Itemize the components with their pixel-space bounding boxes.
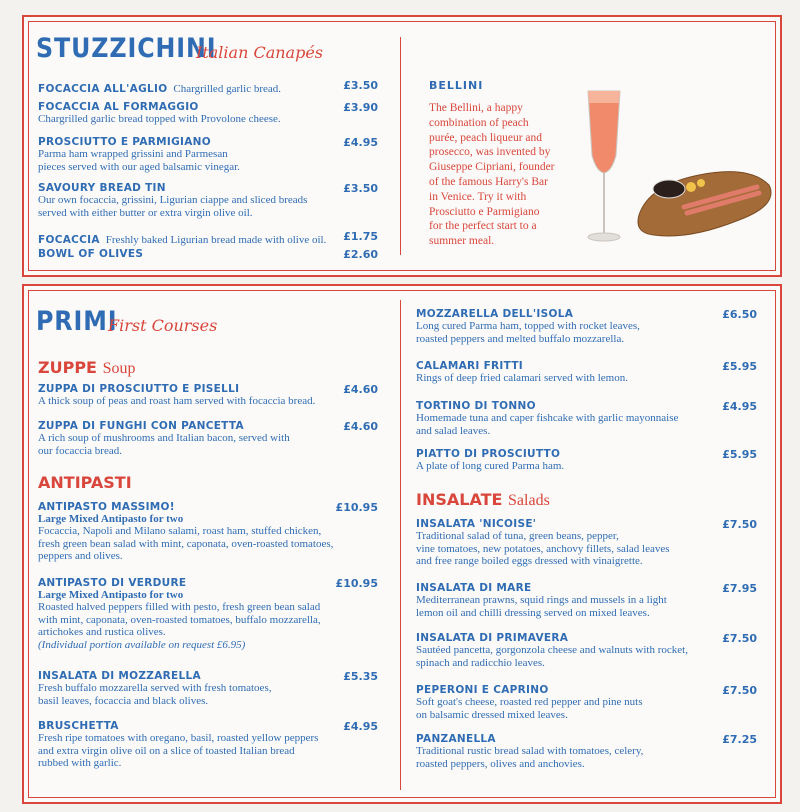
insalate-heading xyxy=(416,490,550,510)
stuzzichini-panel xyxy=(22,15,782,277)
item-description: A rich soup of mushrooms and Italian bacon, served with our focaccia bread. xyxy=(38,432,290,457)
item-name: CALAMARI FRITTI xyxy=(416,360,524,372)
item-name: BRUSCHETTA xyxy=(38,720,119,732)
item-name: INSALATA 'NICOISE' xyxy=(416,518,537,530)
item-name: PROSCIUTTO E PARMIGIANO xyxy=(38,136,211,148)
item-price: £7.50 xyxy=(722,518,757,531)
menu-item xyxy=(416,448,564,473)
item-price: £3.50 xyxy=(343,79,378,92)
item-price: £4.95 xyxy=(343,720,378,733)
menu-item xyxy=(416,360,628,385)
item-name: FOCACCIA ALL'AGLIO xyxy=(38,83,168,95)
item-price: £6.50 xyxy=(722,308,757,321)
item-price: £4.60 xyxy=(343,420,378,433)
item-price: £10.95 xyxy=(335,501,378,514)
menu-item xyxy=(416,632,688,669)
insalate-title: INSALATE xyxy=(416,490,503,509)
item-description: Roasted halved peppers filled with pesto, fresh green bean salad with mint, caponata, oven-roasted tomatoes, buffalo mozzarella, artichokes and rustica olives. xyxy=(38,601,321,638)
item-description: A plate of long cured Parma ham. xyxy=(416,460,565,472)
item-price: £4.95 xyxy=(722,400,757,413)
menu-item xyxy=(38,101,281,126)
item-name: INSALATA DI MOZZARELLA xyxy=(38,670,201,682)
item-name: TORTINO DI TONNO xyxy=(416,400,536,412)
menu-item xyxy=(38,577,321,651)
item-description: Long cured Parma ham, topped with rocket leaves, roasted peppers and melted buffalo mozzarella. xyxy=(416,320,640,345)
item-name: SAVOURY BREAD TIN xyxy=(38,182,166,194)
item-price: £2.60 xyxy=(343,248,378,261)
item-name: BOWL OF OLIVES xyxy=(38,248,144,260)
zuppe-heading xyxy=(38,358,135,378)
item-price: £7.25 xyxy=(722,733,757,746)
stuzzichini-heading: STUZZICHINI xyxy=(36,33,217,64)
item-description: Sautéed pancetta, gorgonzola cheese and walnuts with rocket, spinach and radicchio leaves. xyxy=(416,644,688,669)
item-description: Freshly baked Ligurian bread made with olive oil. xyxy=(105,234,327,246)
menu-item xyxy=(38,79,281,97)
menu-item xyxy=(38,670,271,707)
zuppe-subtitle: Soup xyxy=(102,360,136,377)
zuppe-title: ZUPPE xyxy=(38,358,97,377)
menu-item xyxy=(38,501,333,563)
column-divider xyxy=(400,37,401,255)
item-price: £5.35 xyxy=(343,670,378,683)
menu-item xyxy=(416,684,643,721)
item-name: ANTIPASTO MASSIMO! xyxy=(38,501,175,513)
menu-item xyxy=(416,518,670,568)
item-price: £10.95 xyxy=(335,577,378,590)
menu-item xyxy=(38,182,307,219)
item-description: Traditional rustic bread salad with tomatoes, celery, roasted peppers, olives and anchovies. xyxy=(416,745,644,770)
menu-item xyxy=(38,248,143,260)
menu-item xyxy=(416,582,667,619)
item-name: PEPERONI E CAPRINO xyxy=(416,684,549,696)
menu-item xyxy=(38,383,315,408)
item-name: INSALATA DI PRIMAVERA xyxy=(416,632,569,644)
menu-item xyxy=(416,733,643,770)
item-price: £7.50 xyxy=(722,684,757,697)
primi-panel xyxy=(22,284,782,804)
item-name: ANTIPASTO DI VERDURE xyxy=(38,577,187,589)
item-description: Soft goat's cheese, roasted red pepper and pine nuts on balsamic dressed mixed leaves. xyxy=(416,696,643,721)
item-portion: Large Mixed Antipasto for two xyxy=(38,513,184,525)
primi-subheading: First Courses xyxy=(108,316,218,335)
item-description: Our own focaccia, grissini, Ligurian ciappe and sliced breads served with either butter or extra virgin olive oil. xyxy=(38,194,308,219)
item-description: Parma ham wrapped grissini and Parmesan pieces served with our aged balsamic vinegar. xyxy=(38,148,240,173)
menu-item xyxy=(416,308,640,345)
item-price: £5.95 xyxy=(722,448,757,461)
item-description: Fresh buffalo mozzarella served with fresh tomatoes, basil leaves, focaccia and black olives. xyxy=(38,682,272,707)
prosciutto-board-illustration xyxy=(629,155,779,245)
column-divider xyxy=(400,300,401,790)
item-price: £7.50 xyxy=(722,632,757,645)
item-price: £3.90 xyxy=(343,101,378,114)
item-price: £1.75 xyxy=(343,230,378,243)
item-name: MOZZARELLA DELL'ISOLA xyxy=(416,308,574,320)
item-price: £4.60 xyxy=(343,383,378,396)
item-name: FOCACCIA xyxy=(38,234,100,246)
item-description: Chargrilled garlic bread topped with Provolone cheese. xyxy=(38,113,281,125)
item-description: Rings of deep fried calamari served with lemon. xyxy=(416,372,628,384)
item-name: PANZANELLA xyxy=(416,733,496,745)
stuzzichini-subheading: Italian Canapés xyxy=(196,43,323,62)
menu-item xyxy=(38,230,326,248)
item-price: £7.95 xyxy=(722,582,757,595)
item-description: Traditional salad of tuna, green beans, pepper, vine tomatoes, new potatoes, anchovy fillets, salad leaves and free range boiled eggs dressed with vinaigrette. xyxy=(416,530,670,567)
item-description: Fresh ripe tomatoes with oregano, basil, roasted yellow peppers and extra virgin olive oil on a slice of toasted Italian bread rubbed with garlic. xyxy=(38,732,319,769)
item-note: (Individual portion available on request £6.95) xyxy=(38,638,246,651)
primi-heading: PRIMI xyxy=(36,306,118,337)
item-description: A thick soup of peas and roast ham served with focaccia bread. xyxy=(38,395,316,407)
menu-item xyxy=(38,720,318,770)
bellini-heading: BELLINI xyxy=(429,79,484,92)
item-price: £5.95 xyxy=(722,360,757,373)
antipasti-heading: ANTIPASTI xyxy=(38,473,132,492)
bellini-glass-illustration xyxy=(576,85,636,255)
insalate-subtitle: Salads xyxy=(508,492,550,509)
item-name: ZUPPA DI FUNGHI CON PANCETTA xyxy=(38,420,244,432)
bellini-text: The Bellini, a happy combination of peach purée, peach liqueur and prosecco, was invented by Giuseppe Cipriani, founder of the famous Harry's Bar in Venice. Try it with Prosciutto e Parmigiano for the perfect start to a summer meal. xyxy=(429,102,555,248)
menu-item xyxy=(38,420,290,457)
item-description: Homemade tuna and caper fishcake with garlic mayonnaise and salad leaves. xyxy=(416,412,679,437)
item-name: INSALATA DI MARE xyxy=(416,582,532,594)
item-name: PIATTO DI PROSCIUTTO xyxy=(416,448,561,460)
item-price: £4.95 xyxy=(343,136,378,149)
item-portion: Large Mixed Antipasto for two xyxy=(38,589,184,601)
menu-item xyxy=(416,400,678,437)
item-name: ZUPPA DI PROSCIUTTO E PISELLI xyxy=(38,383,240,395)
item-price: £3.50 xyxy=(343,182,378,195)
menu-item xyxy=(38,136,240,173)
item-description: Focaccia, Napoli and Milano salami, roast ham, stuffed chicken, fresh green bean salad with mint, caponata, oven-roasted tomatoes, peppers and olives. xyxy=(38,525,334,562)
item-description: Mediterranean prawns, squid rings and mussels in a light lemon oil and chilli dressing served on mixed leaves. xyxy=(416,594,667,619)
item-description: Chargrilled garlic bread. xyxy=(173,83,282,95)
item-name: FOCACCIA AL FORMAGGIO xyxy=(38,101,199,113)
